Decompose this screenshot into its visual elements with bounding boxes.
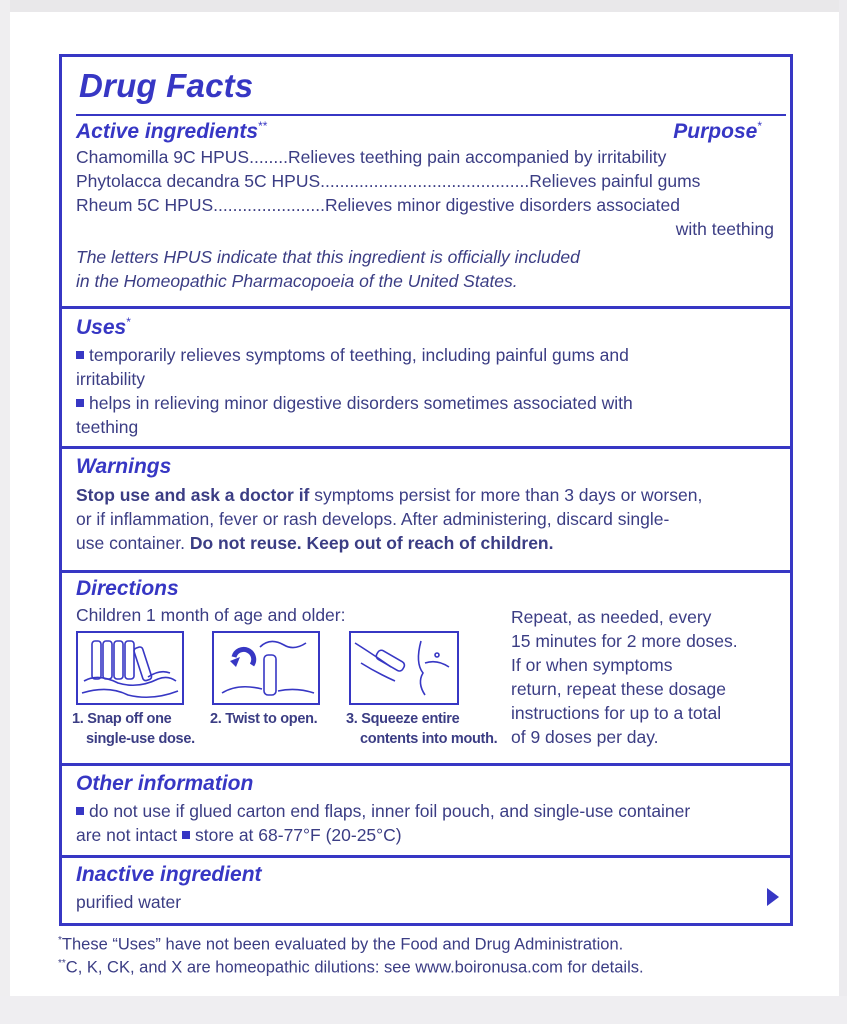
uses-section bbox=[62, 315, 790, 439]
footnote-2: **C, K, CK, and X are homeopathic dilutions: see www.boironusa.com for details. bbox=[58, 958, 644, 977]
uses-header: Uses* bbox=[76, 315, 131, 339]
drug-facts-title: Drug Facts bbox=[79, 67, 254, 104]
bullet-icon bbox=[76, 807, 84, 815]
hpus-note-line2: in the Homeopathic Pharmacopoeia of the United States. bbox=[76, 271, 518, 291]
inactive-ingredient-section bbox=[62, 863, 790, 914]
bullet-icon bbox=[76, 351, 84, 359]
ingredient-row: Chamomilla 9C HPUS........Relieves teething pain accompanied by irritability bbox=[76, 147, 667, 167]
warnings-header: Warnings bbox=[76, 455, 172, 478]
drug-facts-panel bbox=[59, 54, 793, 926]
hpus-note-line1: The letters HPUS indicate that this ingredient is officially included bbox=[76, 247, 580, 267]
step-1-caption: 1. Snap off one single-use dose. bbox=[72, 711, 195, 747]
uses-item-2-cont: teething bbox=[76, 417, 139, 437]
twist-open-illustration bbox=[212, 631, 320, 705]
inactive-ingredient-header: Inactive ingredient bbox=[76, 863, 262, 886]
bullet-icon bbox=[76, 399, 84, 407]
other-info-line1: do not use if glued carton end flaps, inner foil pouch, and single-use container bbox=[76, 799, 776, 823]
continue-arrow-icon bbox=[765, 886, 781, 908]
uses-item-1: temporarily relieves symptoms of teething, including painful gums and bbox=[76, 343, 776, 367]
carton-edge-bottom bbox=[0, 996, 847, 1024]
other-information-header: Other information bbox=[76, 772, 254, 795]
other-information-section bbox=[62, 772, 790, 847]
active-ingredients-section bbox=[62, 119, 790, 293]
directions-intro: Children 1 month of age and older: bbox=[76, 605, 346, 625]
hand-vials-icon bbox=[78, 633, 182, 703]
warnings-line2: or if inflammation, fever or rash develops. After administering, discard single- bbox=[76, 509, 670, 529]
section-divider bbox=[62, 570, 790, 573]
squeeze-mouth-illustration bbox=[349, 631, 459, 705]
directions-section bbox=[62, 577, 790, 767]
active-ingredients-header: Active ingredients** bbox=[76, 119, 268, 143]
twist-vial-icon bbox=[214, 633, 318, 703]
inactive-ingredient-value: purified water bbox=[76, 892, 182, 912]
carton-edge-right bbox=[839, 0, 847, 1024]
squeeze-vial-icon bbox=[351, 633, 457, 703]
warnings-line1: Stop use and ask a doctor if symptoms persist for more than 3 days or worsen, bbox=[76, 485, 703, 505]
warnings-section bbox=[62, 455, 790, 555]
step-2-caption: 2. Twist to open. bbox=[210, 711, 318, 727]
snap-dose-illustration bbox=[76, 631, 184, 705]
carton-edge-top bbox=[0, 0, 847, 12]
carton-edge-left bbox=[0, 0, 10, 1024]
step-3-caption: 3. Squeeze entire contents into mouth. bbox=[346, 711, 498, 747]
directions-header: Directions bbox=[76, 577, 179, 600]
section-divider bbox=[62, 306, 790, 309]
uses-item-2: helps in relieving minor digestive disorders sometimes associated with bbox=[76, 391, 776, 415]
ingredient-row: Rheum 5C HPUS.......................Relieves minor digestive disorders associated bbox=[76, 195, 680, 215]
purpose-header: Purpose* bbox=[673, 119, 762, 143]
section-divider bbox=[62, 446, 790, 449]
footnote-1: *These “Uses” have not been evaluated by the Food and Drug Administration. bbox=[58, 935, 624, 954]
section-divider bbox=[62, 763, 790, 766]
directions-side-text: Repeat, as needed, every 15 minutes for 2 more doses. If or when symptoms return, repeat these dosage instructions for up to a total of 9 doses per day. bbox=[511, 607, 738, 747]
title-rule bbox=[76, 114, 786, 116]
warnings-line3: use container. Do not reuse. Keep out of reach of children. bbox=[76, 533, 554, 553]
ingredient-row-continuation: with teething bbox=[675, 219, 774, 239]
other-info-line2: are not intact store at 68-77°F (20-25°C) bbox=[76, 825, 402, 845]
section-divider bbox=[62, 855, 790, 858]
uses-item-1-cont: irritability bbox=[76, 369, 146, 389]
ingredient-row: Phytolacca decandra 5C HPUS...........................................Relieves painful gums bbox=[76, 171, 701, 191]
bullet-icon bbox=[182, 831, 190, 839]
